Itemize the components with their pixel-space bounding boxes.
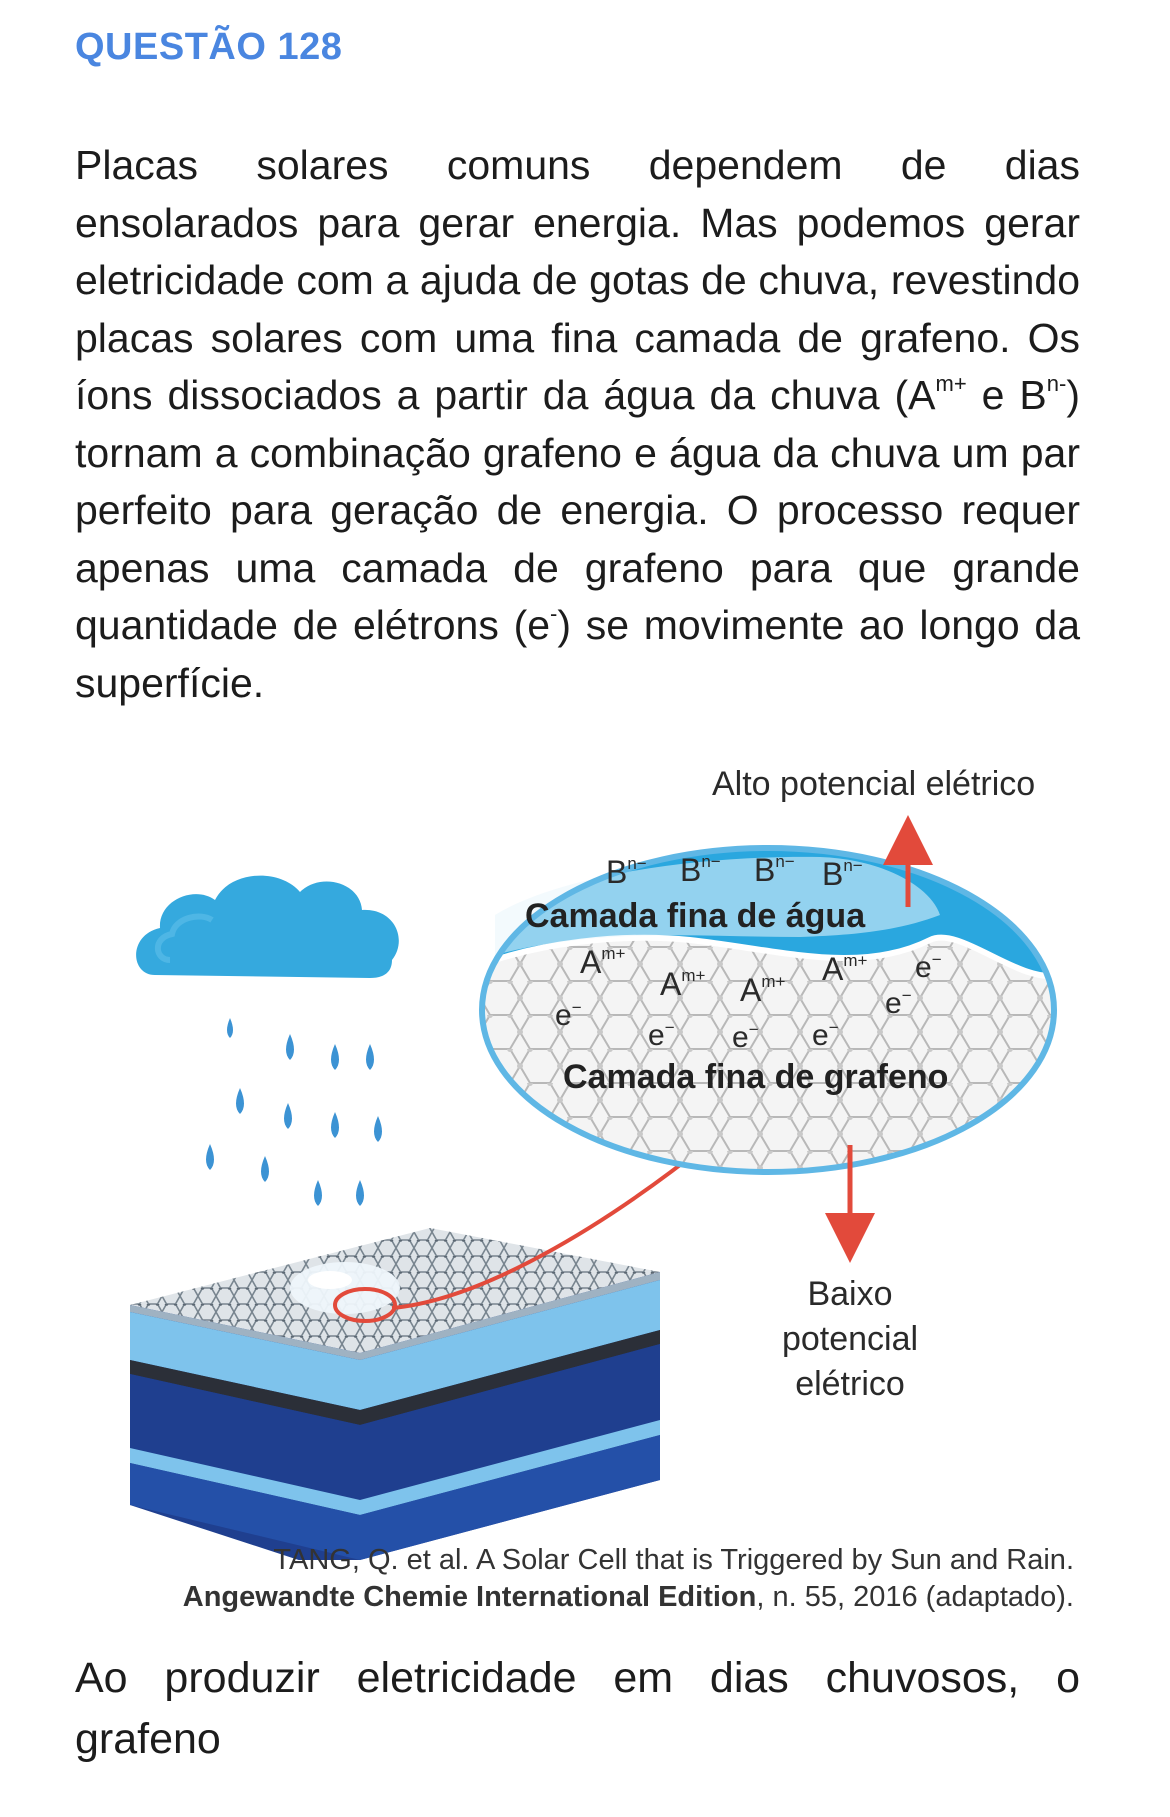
- anion-charge-label: n−: [627, 854, 647, 873]
- electron-label: e: [555, 999, 572, 1032]
- low-potential-line2: potencial: [781, 1320, 919, 1358]
- cation-charge-label: m+: [681, 966, 706, 985]
- anion-charge: n-: [1046, 371, 1067, 396]
- graphene-solar-cell-figure: [0, 760, 1170, 1560]
- anion-label: B: [754, 852, 776, 888]
- anion-charge-label: n−: [775, 852, 795, 871]
- cation-charge: m+: [935, 371, 967, 396]
- electron-label: e: [732, 1021, 749, 1054]
- paragraph-part-1: Placas solares comuns dependem de dias ensolarados para gerar energia. Mas podemos gerar eletricidade com a ajuda de gotas de chuva, revestindo placas solares com uma fina camada de grafeno. Os íons dissociados a partir da água da chuva (A: [75, 142, 1080, 418]
- cation-charge-label: m+: [601, 944, 626, 963]
- citation: [183, 1542, 1074, 1616]
- electron-charge-label: −: [901, 986, 912, 1005]
- anion-label: B: [822, 856, 844, 892]
- citation-details: , n. 55, 2016 (adaptado).: [756, 1581, 1074, 1613]
- cloud-icon: [136, 876, 399, 978]
- electron-label: e: [915, 951, 932, 984]
- cation-label: A: [580, 944, 602, 980]
- solar-panel: [130, 1228, 660, 1560]
- cation-charge-label: m+: [761, 972, 786, 991]
- graphene-layer-label: Camada fina de grafeno: [563, 1058, 949, 1096]
- anion-charge-label: n−: [701, 852, 721, 871]
- anion-charge-label: n−: [843, 856, 863, 875]
- water-layer-label: Camada fina de água: [525, 897, 866, 935]
- electron-charge: -: [550, 601, 558, 626]
- raindrops: [206, 1018, 382, 1206]
- paragraph-part-3: ) tornam a combinação grafeno e água da chuva um par perfeito para geração de energia. O processo requer apenas uma camada de grafeno para que grande quantidade de elétrons (e: [75, 372, 1080, 648]
- cation-label: A: [660, 966, 682, 1002]
- electron-label: e: [812, 1019, 829, 1052]
- journal-name: Angewandte Chemie International Edition: [182, 1581, 757, 1613]
- cation-charge-label: m+: [843, 951, 868, 970]
- figure-content: [130, 765, 1060, 1560]
- citation-line2: [183, 1579, 1074, 1616]
- electron-charge-label: −: [664, 1018, 675, 1037]
- figure-svg: [0, 760, 1170, 1560]
- high-potential-label: Alto potencial elétrico: [712, 765, 1036, 803]
- cation-label: A: [740, 972, 762, 1008]
- anion-label: B: [606, 854, 628, 890]
- paragraph-part-4: ) se movimente ao longo da superfície.: [75, 602, 1080, 706]
- anion-label: B: [680, 852, 702, 888]
- citation-line1: TANG, Q. et al. A Solar Cell that is Triggered by Sun and Rain.: [273, 1544, 1074, 1576]
- electron-label: e: [885, 987, 902, 1020]
- electron-charge-label: −: [931, 950, 942, 969]
- electron-charge-label: −: [748, 1020, 759, 1039]
- electron-label: e: [648, 1019, 665, 1052]
- low-potential-line1: Baixo: [807, 1275, 893, 1313]
- paragraph-part-2: e B: [966, 372, 1047, 418]
- question-title: QUESTÃO 128: [75, 26, 343, 68]
- question-paragraph: [75, 137, 1080, 712]
- electron-charge-label: −: [571, 998, 582, 1017]
- question-prompt: Ao produzir eletricidade em dias chuvosos, o grafeno: [75, 1654, 1080, 1763]
- cation-label: A: [822, 951, 844, 987]
- electron-charge-label: −: [828, 1018, 839, 1037]
- low-potential-line3: elétrico: [795, 1365, 905, 1403]
